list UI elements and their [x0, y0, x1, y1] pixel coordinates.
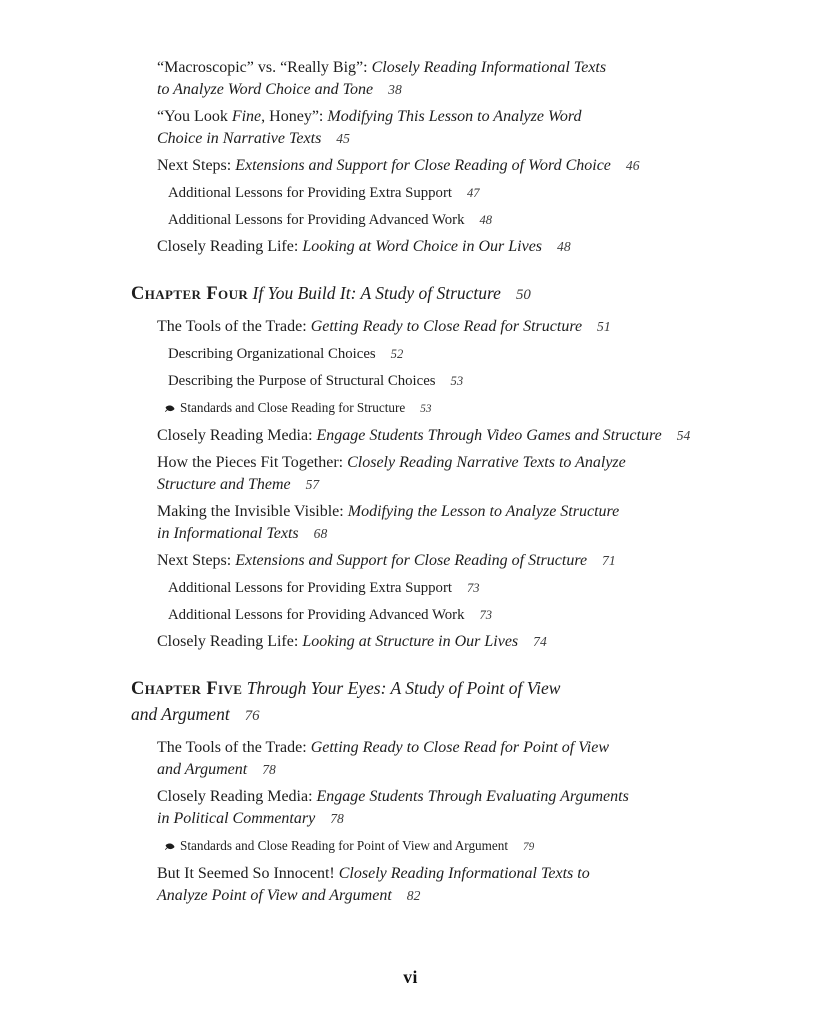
page-number: 71	[602, 553, 616, 568]
toc-entry-line	[157, 737, 771, 759]
text-segment: Next Steps:	[157, 157, 236, 174]
toc-entry-line	[157, 425, 771, 447]
text-segment: Standards and Close Reading for Point of View and Argument	[180, 838, 508, 853]
text-segment: Closely Reading Informational Texts to	[338, 865, 590, 882]
page-number: 53	[420, 403, 432, 415]
toc-entry-line	[157, 501, 771, 523]
text-segment: Closely Reading Media:	[157, 427, 317, 444]
toc-entry	[157, 501, 771, 545]
toc-entry-line	[157, 786, 771, 808]
text-segment: Closely Reading Informational Texts	[371, 59, 607, 76]
text-segment: Through Your Eyes: A Study of Point of View	[242, 678, 561, 698]
toc-entry	[157, 737, 771, 781]
text-segment: Describing the Purpose of Structural Choices	[168, 373, 436, 389]
text-segment: Describing Organizational Choices	[168, 346, 376, 362]
page-number: 54	[676, 428, 691, 443]
text-segment: If You Build It: A Study of Structure	[248, 283, 501, 303]
text-segment: and Argument	[131, 704, 230, 724]
toc-entry-line	[157, 57, 771, 79]
toc-entry	[157, 316, 771, 338]
toc-entry-line	[168, 343, 771, 365]
toc-entry	[157, 786, 771, 830]
toc-entry	[157, 236, 771, 258]
page-number: 52	[390, 347, 404, 361]
toc-entry-line	[157, 631, 771, 653]
toc-entry-line	[157, 885, 771, 907]
toc-entry-line	[157, 808, 771, 830]
chapter-heading	[131, 676, 771, 729]
toc-group	[131, 281, 771, 653]
text-segment: Additional Lessons for Providing Advanced Work	[168, 607, 465, 623]
page-number: 78	[262, 762, 276, 777]
toc-entry-line	[168, 604, 771, 626]
chapter-heading	[131, 281, 771, 308]
page-number: 74	[533, 634, 547, 649]
text-segment: Looking at Word Choice in Our Lives	[302, 238, 543, 255]
text-segment: Engage Students Through Evaluating Arguments	[316, 788, 629, 805]
toc-entry-line	[157, 155, 771, 177]
toc-entry	[157, 106, 771, 150]
page-number: 47	[467, 186, 480, 200]
toc-entry-line	[157, 236, 771, 258]
text-segment: in Informational Texts	[157, 525, 299, 542]
text-segment: How the Pieces Fit Together:	[157, 454, 348, 471]
page-number-footer: vi	[403, 967, 418, 987]
page-number: 51	[597, 319, 611, 334]
text-segment: Engage Students Through Video Games and Structure	[316, 427, 662, 444]
text-segment: The Tools of the Trade:	[157, 318, 311, 335]
page-number: 79	[523, 841, 535, 853]
page-number: 73	[479, 608, 493, 622]
text-segment: Making the Invisible Visible:	[157, 503, 348, 520]
page-number: 73	[467, 581, 480, 595]
text-segment: Modifying This Lesson to Analyze Word	[327, 108, 582, 125]
text-segment: “Macroscopic” vs. “Really Big”:	[157, 59, 372, 76]
text-segment: Additional Lessons for Providing Extra Support	[168, 580, 452, 596]
page-number: 48	[479, 213, 493, 227]
toc-entry-line	[131, 281, 771, 308]
fleuron-leaf-icon	[165, 397, 175, 419]
fleuron-leaf-icon	[165, 835, 175, 857]
toc-entry-line	[157, 316, 771, 338]
page-number: 76	[244, 708, 260, 724]
toc-entry-line	[157, 759, 771, 781]
text-segment: to Analyze Word Choice and Tone	[157, 81, 374, 98]
toc-entry	[157, 550, 771, 572]
text-segment: Chapter Four	[131, 284, 249, 304]
text-segment: Standards and Close Reading for Structure	[180, 400, 406, 415]
toc-entry-line	[157, 863, 771, 885]
toc-entry-line	[168, 577, 771, 599]
toc-group	[131, 57, 771, 258]
text-segment: Extensions and Support for Close Reading of Structure	[235, 552, 588, 569]
toc-entry	[168, 182, 771, 204]
page-number: 82	[406, 888, 421, 903]
toc-entry	[165, 835, 771, 858]
toc-entry	[157, 863, 771, 907]
toc-entry-line	[168, 182, 771, 204]
text-segment: Chapter Five	[131, 679, 243, 699]
text-segment: Closely Reading Life:	[157, 238, 303, 255]
toc-entry-line	[157, 128, 771, 150]
toc-entry-line	[168, 370, 771, 392]
toc-entry	[165, 397, 771, 420]
text-segment: Closely Reading Narrative Texts to Analyze	[347, 454, 626, 471]
page-number: 38	[388, 82, 402, 97]
text-segment: Getting Ready to Close Read for Structure	[310, 318, 583, 335]
toc-entry	[168, 209, 771, 231]
toc-entry	[168, 604, 771, 626]
toc-entry-line	[165, 397, 771, 420]
toc-entry-line	[157, 106, 771, 128]
text-segment: Closely Reading Media:	[157, 788, 317, 805]
toc-entry-line	[157, 79, 771, 101]
text-segment: “You Look	[157, 108, 232, 125]
text-segment: Choice in Narrative Texts	[157, 130, 322, 147]
toc-entry-line	[165, 835, 771, 858]
page-number: 68	[313, 526, 328, 541]
text-segment: Getting Ready to Close Read for Point of View	[310, 739, 610, 756]
text-segment: The Tools of the Trade:	[157, 739, 311, 756]
page-number: 53	[450, 374, 464, 388]
toc-entry	[157, 425, 771, 447]
text-segment: Analyze Point of View and Argument	[157, 887, 392, 904]
toc-group	[131, 676, 771, 907]
text-segment: Extensions and Support for Close Reading of Word Choice	[235, 157, 611, 174]
text-segment: Modifying the Lesson to Analyze Structure	[347, 503, 620, 520]
toc-entry-line	[131, 676, 771, 702]
toc-entry	[157, 57, 771, 101]
toc-entry	[157, 631, 771, 653]
toc-entry-line	[157, 474, 771, 496]
text-segment: Fine	[231, 108, 262, 125]
toc-entry-line	[157, 452, 771, 474]
text-segment: in Political Commentary	[157, 810, 316, 827]
toc-entry-line	[168, 209, 771, 231]
text-segment: Next Steps:	[157, 552, 236, 569]
page-number: 48	[557, 239, 571, 254]
toc-entry	[168, 577, 771, 599]
text-segment: Looking at Structure in Our Lives	[302, 633, 519, 650]
text-segment: , Honey”:	[261, 108, 328, 125]
page-number: 46	[625, 158, 640, 173]
text-segment: But It Seemed So Innocent!	[157, 865, 339, 882]
toc-entry	[157, 452, 771, 496]
page-number: 50	[515, 287, 531, 303]
text-segment: Structure and Theme	[157, 476, 291, 493]
toc-entry	[157, 155, 771, 177]
page-number: 57	[305, 477, 320, 492]
toc-entry-line	[157, 523, 771, 545]
table-of-contents	[131, 57, 771, 912]
toc-entry-line	[157, 550, 771, 572]
toc-entry	[168, 370, 771, 392]
text-segment: Additional Lessons for Providing Extra Support	[168, 185, 452, 201]
page-number: 78	[330, 811, 344, 826]
page-number: 45	[336, 131, 350, 146]
toc-entry-line	[131, 702, 771, 729]
toc-entry	[168, 343, 771, 365]
text-segment: and Argument	[157, 761, 248, 778]
text-segment: Closely Reading Life:	[157, 633, 303, 650]
text-segment: Additional Lessons for Providing Advanced Work	[168, 212, 465, 228]
